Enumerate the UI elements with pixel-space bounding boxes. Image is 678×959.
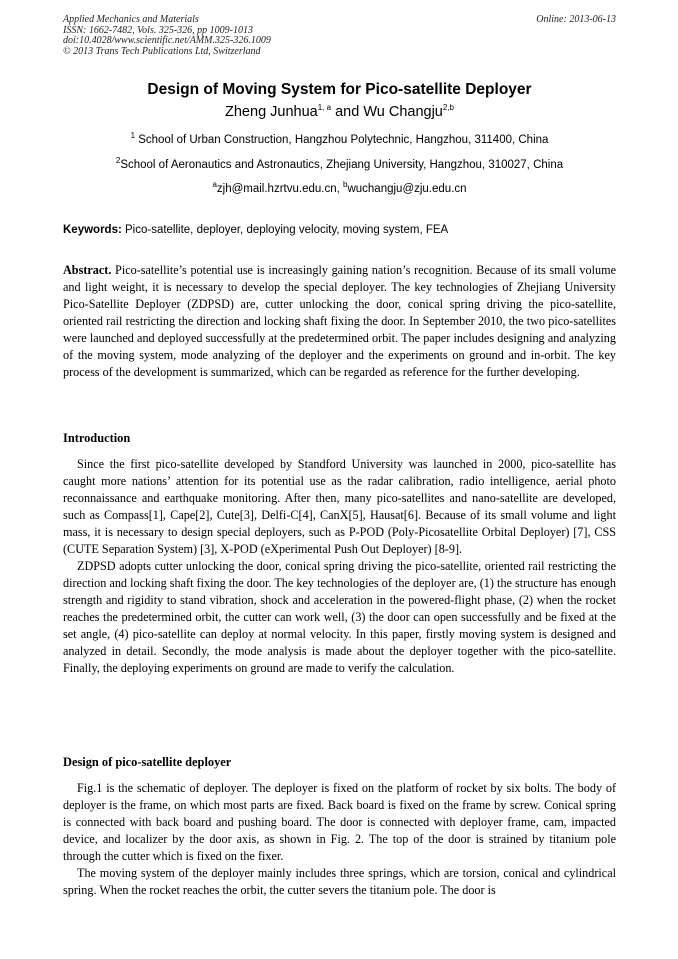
keywords-text: Pico-satellite, deployer, deploying velocity, moving system, FEA — [121, 224, 449, 236]
paper-title: Design of Moving System for Pico-satellite Deployer — [147, 81, 532, 98]
affiliation-text: School of Urban Construction, Hangzhou Polytechnic, Hangzhou, 311400, China — [135, 134, 549, 146]
design-body — [63, 780, 616, 899]
keywords — [63, 224, 616, 236]
paragraph: The moving system of the deployer mainly includes three springs, which are torsion, conical and cylindrical spring. When the rocket reaches the orbit, the cutter severs the titanium pole. The door is — [63, 866, 616, 897]
author-emails — [63, 180, 616, 195]
journal-issn: ISSN: 1662-7482, Vols. 325-326, pp 1009-1013 — [63, 24, 253, 36]
affiliation-mark: 2 — [115, 156, 121, 166]
section-heading-design: Design of pico-satellite deployer — [63, 755, 232, 769]
email-link[interactable]: wuchangju@zju.edu.cn — [347, 183, 467, 195]
affiliation-text: School of Aeronautics and Astronautics, Zhejiang University, Hangzhou, 310027, China — [120, 159, 564, 171]
section-heading-introduction: Introduction — [63, 431, 131, 445]
abstract-label: Abstract. — [63, 263, 112, 277]
online-date: Online: 2013-06-13 — [536, 14, 616, 25]
email-link[interactable]: zjh@mail.hzrtvu.edu.cn, — [216, 183, 343, 195]
author-name: Zheng Junhua — [225, 104, 318, 120]
paragraph: Fig.1 is the schematic of deployer. The deployer is fixed on the platform of rocket by six bolts. The body of deployer is the frame, on which most parts are fixed. Back board is fixed on the frame by screw. Conical spring is connected with back board and pushing board. The door is connected with deployer frame, cam, impacted device, and localizer by the door axis, as shown in Fig. 2. The top of the door is strained by titanium pole through the cutter which is fixed on the fixer. — [63, 781, 616, 863]
abstract — [63, 262, 616, 381]
paragraph: Since the first pico-satellite developed by Standford University was launched in 2000, pico-satellite has caught more nations’ attention for its potential use as the radar calibration, radio intelligence, aerial photo reconnaissance and earthquake monitoring. After then, many pico-satellites and nano-satellite are developed, such as Compass[1], Cape[2], Cute[3], Delfi-C[4], CanX[5], Hausat[6]. Because of its small volume and light mass, it is necessary to design special deployers, such as P-POD (Poly-Picosatellite Orbital Deployer) [7], CSS (CUTE Separation System) [3], X-POD (eXperimental Push Out Deployer) [8-9]. — [63, 457, 616, 556]
author-name: Wu Changju — [363, 104, 443, 120]
affiliation-2 — [63, 156, 616, 171]
author-line — [63, 104, 616, 120]
author-conjunction: and — [331, 104, 364, 120]
author-affiliation-mark: 2,b — [442, 103, 454, 113]
journal-doi[interactable]: doi:10.4028/www.scientific.net/AMM.325-326.1009 — [63, 35, 271, 46]
paragraph: ZDPSD adopts cutter unlocking the door, conical spring driving the pico-satellite, oriented rail restricting the direction and locking shaft fixing the door. The key technologies of the deployer are, (1) the structure has enough strength and rigidity to stand vibration, shock and acceleration in the powered-flight phase, (2) when the rocket reaches the predetermined orbit, the cutter can work well, (3) the door can open successfully and be fixed at the set angle, (4) pico-satellite can deploy at normal velocity. In this paper, firstly moving system is designed and analyzed in detail. Secondly, the mode analysis is made about the deployer together with the pico-satellite. Finally, the deploying experiments on ground are made to verify the calculation. — [63, 559, 616, 675]
affiliation-mark: 1 — [130, 131, 136, 141]
abstract-text: Pico-satellite’s potential use is increasingly gaining nation’s recognition. Because of its small volume and light weight, it is necessary to develop the special deployer. The key technologies of Zhejiang University Pico-Satellite Deployer (ZDPSD) are, cutter unlocking the door, conical spring driving the pico-satellite, oriented rail restricting the direction and locking shaft fixing the door. In September 2010, the two pico-satellites were launched and deployed successfully at the predetermined orbit. The paper includes designing and analyzing of the moving system, mode analyzing of the deployer and the experiments on ground and in-orbit. The key process of the development is summarized, which can be regarded as reference for the further developing. — [63, 263, 616, 379]
affiliation-1 — [63, 131, 616, 146]
abstract-paragraph — [63, 262, 616, 381]
author-affiliation-mark: 1, a — [317, 103, 332, 113]
journal-name: Applied Mechanics and Materials — [63, 14, 199, 25]
email-mark: a — [212, 180, 217, 190]
email-mark: b — [343, 180, 348, 190]
keywords-label: Keywords: — [63, 224, 122, 236]
journal-header — [63, 15, 616, 57]
journal-copyright: © 2013 Trans Tech Publications Ltd, Switzerland — [63, 45, 261, 57]
introduction-body — [63, 456, 616, 677]
